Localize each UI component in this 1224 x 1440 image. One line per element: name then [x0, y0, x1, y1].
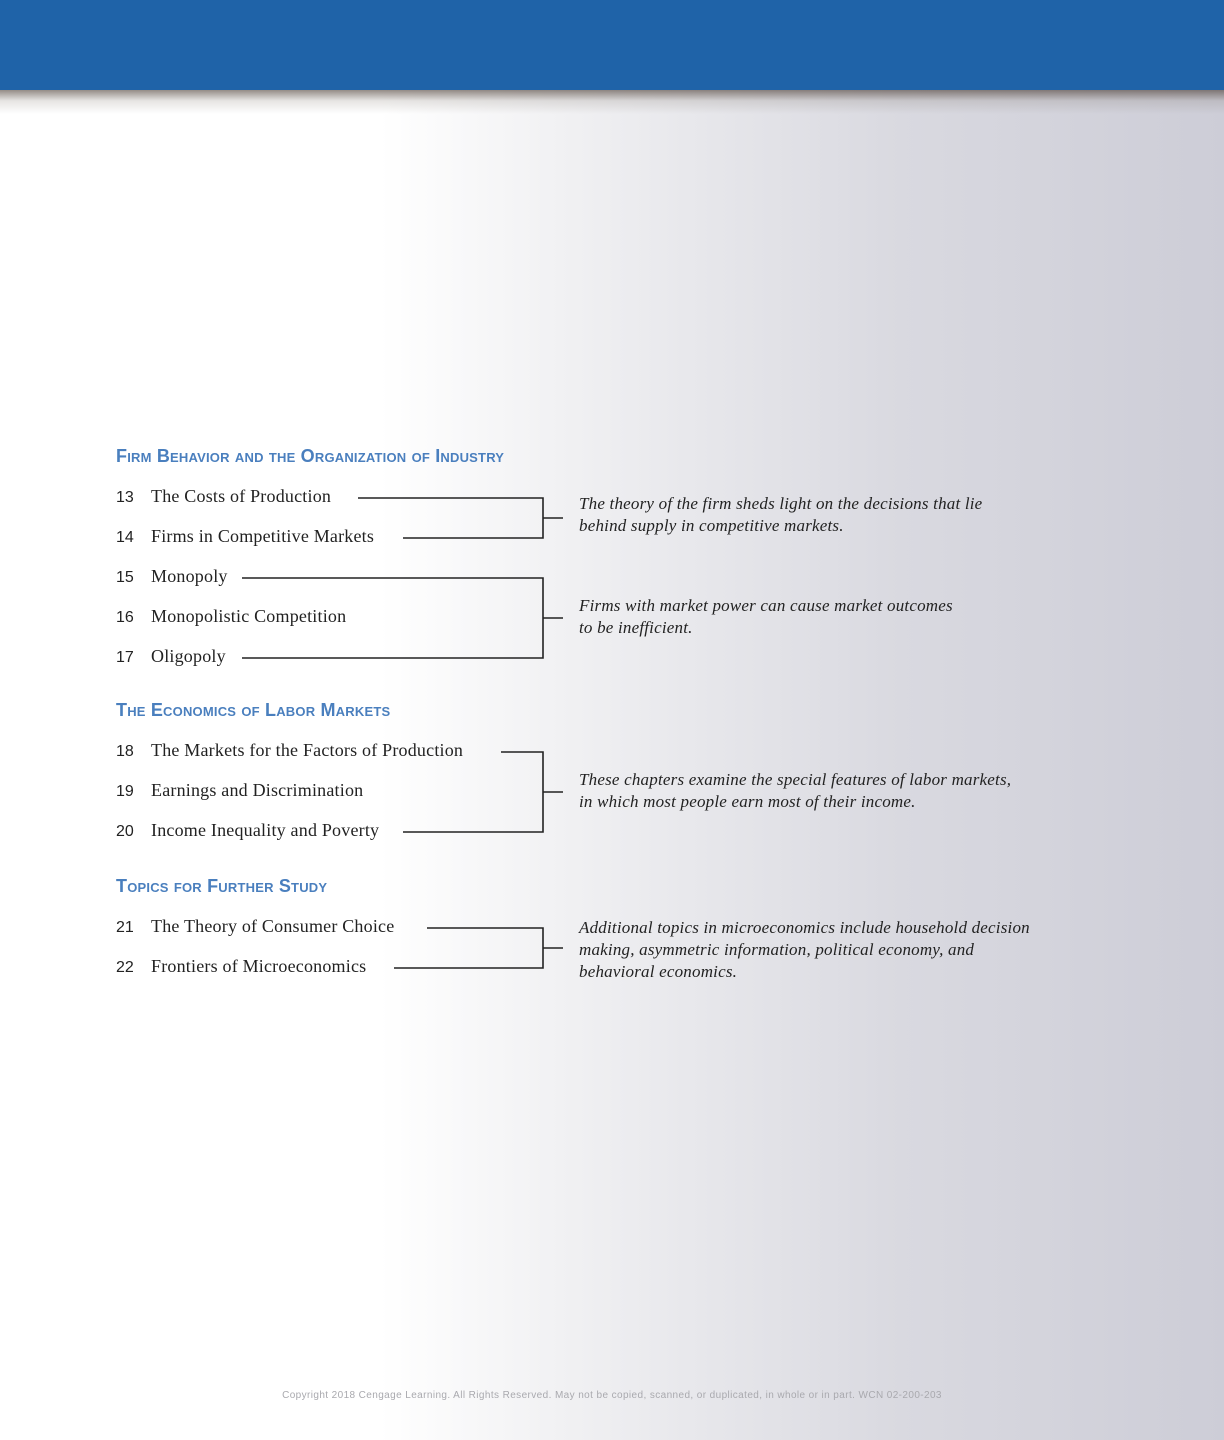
description-line: in which most people earn most of their income.	[579, 792, 916, 811]
chapter-22	[116, 956, 366, 977]
description-line: Additional topics in microeconomics include household decision	[579, 918, 1030, 937]
section-title-labor-markets: The Economics of Labor Markets	[116, 700, 391, 720]
bracket-13-14	[358, 498, 563, 538]
chapter-18	[116, 740, 463, 761]
chapter-20	[116, 820, 379, 841]
chapter-number: 15	[116, 569, 134, 586]
chapter-number: 19	[116, 783, 134, 800]
description-market-power	[579, 595, 953, 639]
chapter-16	[116, 606, 346, 627]
chapter-number: 14	[116, 529, 134, 546]
chapter-19	[116, 780, 363, 801]
description-line: These chapters examine the special features of labor markets,	[579, 770, 1012, 789]
chapter-title: Monopoly	[151, 566, 228, 586]
copyright-footer: Copyright 2018 Cengage Learning. All Rights Reserved. May not be copied, scanned, or duplicated, in whole or in part. WCN 02-200-203	[282, 1390, 942, 1401]
description-line: to be inefficient.	[579, 618, 693, 637]
description-line: The theory of the firm sheds light on the decisions that lie	[579, 494, 983, 513]
bracket-18-20	[403, 752, 563, 832]
chapter-title: Oligopoly	[151, 646, 226, 666]
description-labor-markets	[579, 769, 1011, 813]
chapter-number: 21	[116, 919, 134, 936]
chapter-number: 17	[116, 649, 134, 666]
chapter-title: Earnings and Discrimination	[151, 780, 364, 800]
chapter-number: 20	[116, 823, 134, 840]
chapter-13	[116, 486, 331, 507]
description-firm-theory	[579, 493, 982, 537]
chapter-title: The Costs of Production	[151, 486, 332, 506]
chapter-14	[116, 526, 374, 547]
chapter-number: 16	[116, 609, 134, 626]
chapter-title: The Theory of Consumer Choice	[151, 916, 395, 936]
chapter-title: The Markets for the Factors of Production	[151, 740, 464, 760]
chapter-number: 18	[116, 743, 134, 760]
description-line: making, asymmetric information, political economy, and	[579, 940, 975, 959]
chapter-21	[116, 916, 394, 937]
chapter-number: 22	[116, 959, 134, 976]
chapter-number: 13	[116, 489, 134, 506]
chapter-title: Frontiers of Microeconomics	[151, 956, 367, 976]
description-additional-topics	[579, 917, 1030, 983]
section-title-further-study: Topics for Further Study	[116, 876, 328, 896]
description-line: behavioral economics.	[579, 962, 738, 981]
bracket-21-22	[394, 928, 563, 968]
chapter-title: Monopolistic Competition	[151, 606, 347, 626]
chapter-title: Firms in Competitive Markets	[151, 526, 375, 546]
chapter-17	[116, 646, 226, 667]
description-line: Firms with market power can cause market outcomes	[579, 596, 953, 615]
chapter-title: Income Inequality and Poverty	[151, 820, 380, 840]
chapter-15	[116, 566, 228, 587]
description-line: behind supply in competitive markets.	[579, 516, 844, 535]
section-title-firm-behavior: Firm Behavior and the Organization of Industry	[116, 446, 505, 466]
